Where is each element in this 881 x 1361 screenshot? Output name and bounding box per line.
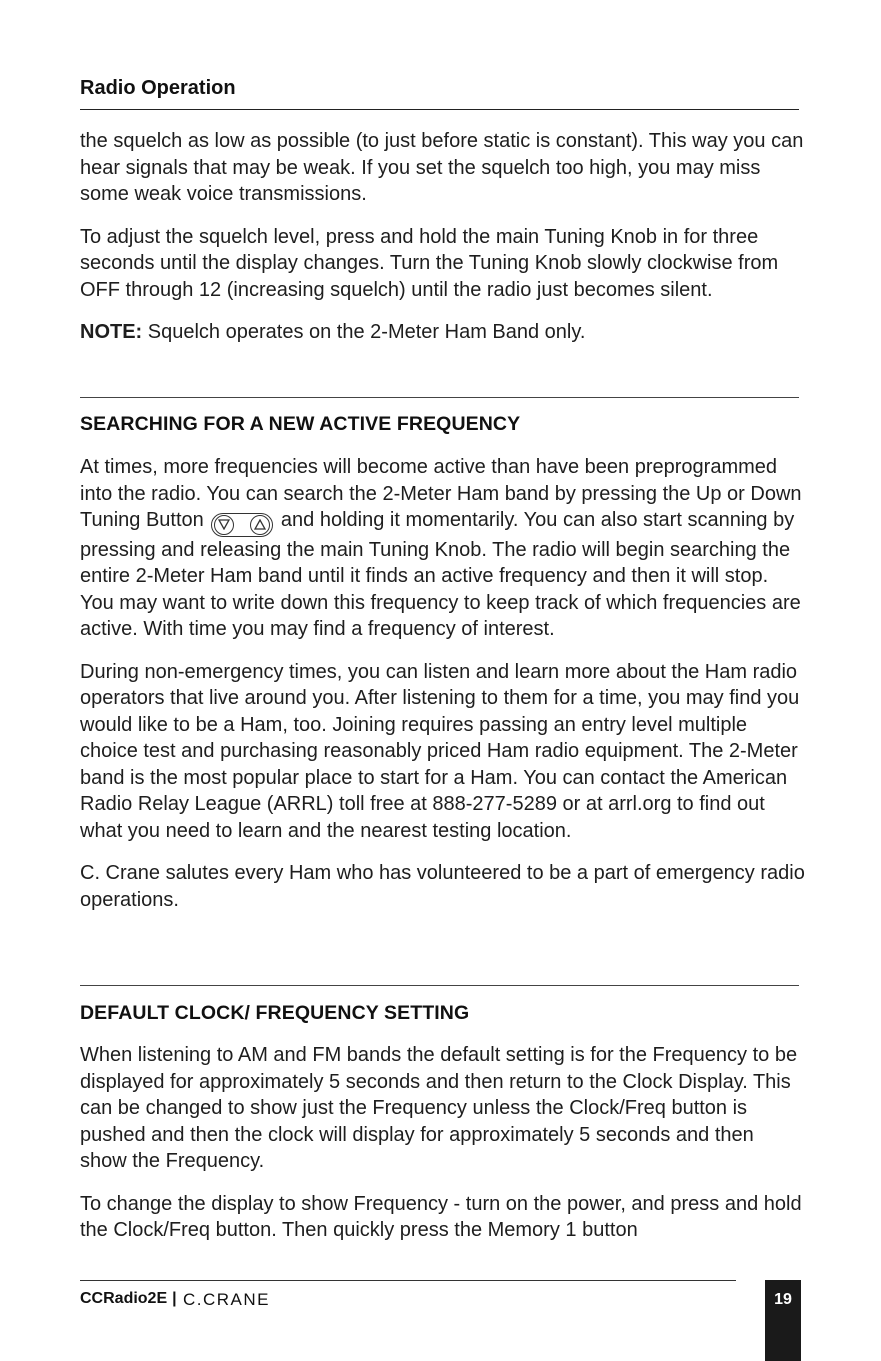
- search-paragraph-2: During non-emergency times, you can listen and learn more about the Ham radio operators that live around you. After listening to them for a time, you may find you would like to be a Ham, too. Joining requires passing an entry level multiple choice test and purchasing reasonably priced Ham radio equipment. The 2-Meter band is the most popular place to start for a Ham. You can contact the American Radio Relay League (ARRL) toll free at 888-277-5289 or at arrl.org to find out what you need to learn and the nearest testing location.: [80, 660, 800, 842]
- clock-section: [80, 1042, 805, 1244]
- note-text: Squelch operates on the 2-Meter Ham Band only.: [142, 321, 586, 343]
- section-divider-1: [80, 397, 799, 398]
- footer: [80, 1290, 307, 1308]
- footer-model: CCRadio2E: [80, 1290, 168, 1307]
- section-heading-search: SEARCHING FOR A NEW ACTIVE FREQUENCY: [80, 413, 521, 435]
- footer-separator: |: [172, 1290, 177, 1307]
- search-paragraph-3: C. Crane salutes every Ham who has volunteered to be a part of emergency radio operations.: [80, 862, 805, 911]
- ccrane-logo: [183, 1291, 307, 1307]
- intro-section: [80, 128, 805, 346]
- search-section: [80, 454, 805, 913]
- clock-paragraph-1: When listening to AM and FM bands the default setting is for the Frequency to be displayed for approximately 5 seconds and then return to the Clock Display. This can be changed to show just the Frequency unless the Clock/Freq button is pushed and then the clock will display for approximately 5 seconds and then show the Frequency.: [80, 1044, 798, 1172]
- intro-paragraph-2: To adjust the squelch level, press and hold the main Tuning Knob in for three seconds until the display changes. Turn the Tuning Knob slowly clockwise from OFF through 12 (increasing squelch) until the radio just becomes silent.: [80, 225, 779, 301]
- down-triangle-button-icon: [214, 515, 234, 535]
- search-p1-end: and holding it momentarily. You can also start scanning by pressing and releasing the main Tuning Knob. The radio will begin searching the entire 2-Meter Ham band until it finds an active frequency and then it will stop. You may want to write down this frequency to keep track of which frequencies are active. With time you may find a frequency of interest.: [80, 509, 801, 640]
- note-label: NOTE:: [80, 321, 143, 343]
- section-heading-clock: DEFAULT CLOCK/ FREQUENCY SETTING: [80, 1002, 470, 1024]
- page-number-tab: [765, 1280, 801, 1361]
- tuning-buttons-graphic: [211, 513, 273, 537]
- header-title: Radio Operation: [80, 77, 236, 99]
- section-divider-2: [80, 985, 799, 986]
- page-number: 19: [774, 1291, 792, 1308]
- up-triangle-button-icon: [250, 515, 270, 535]
- intro-paragraph-1: the squelch as low as possible (to just before static is constant). This way you can hear signals that may be weak. If you set the squelch too high, you may miss some weak voice transmissions.: [80, 130, 804, 205]
- footer-rule: [80, 1280, 736, 1281]
- ccrane-logo-text: C.CRANE: [182, 1291, 270, 1307]
- search-paragraph-1: [80, 454, 805, 643]
- clock-paragraph-2: To change the display to show Frequency - turn on the power, and press and hold the Clock/Freq button. Then quickly press the Memory 1 button: [80, 1192, 802, 1241]
- note-paragraph: [80, 319, 805, 346]
- search-p1-start: At times, more frequencies will become active than have been preprogrammed into the radio. You can search the 2-Meter Ham band by pressing the Up or Down Tuning Button: [80, 456, 802, 531]
- header-rule: [80, 109, 799, 110]
